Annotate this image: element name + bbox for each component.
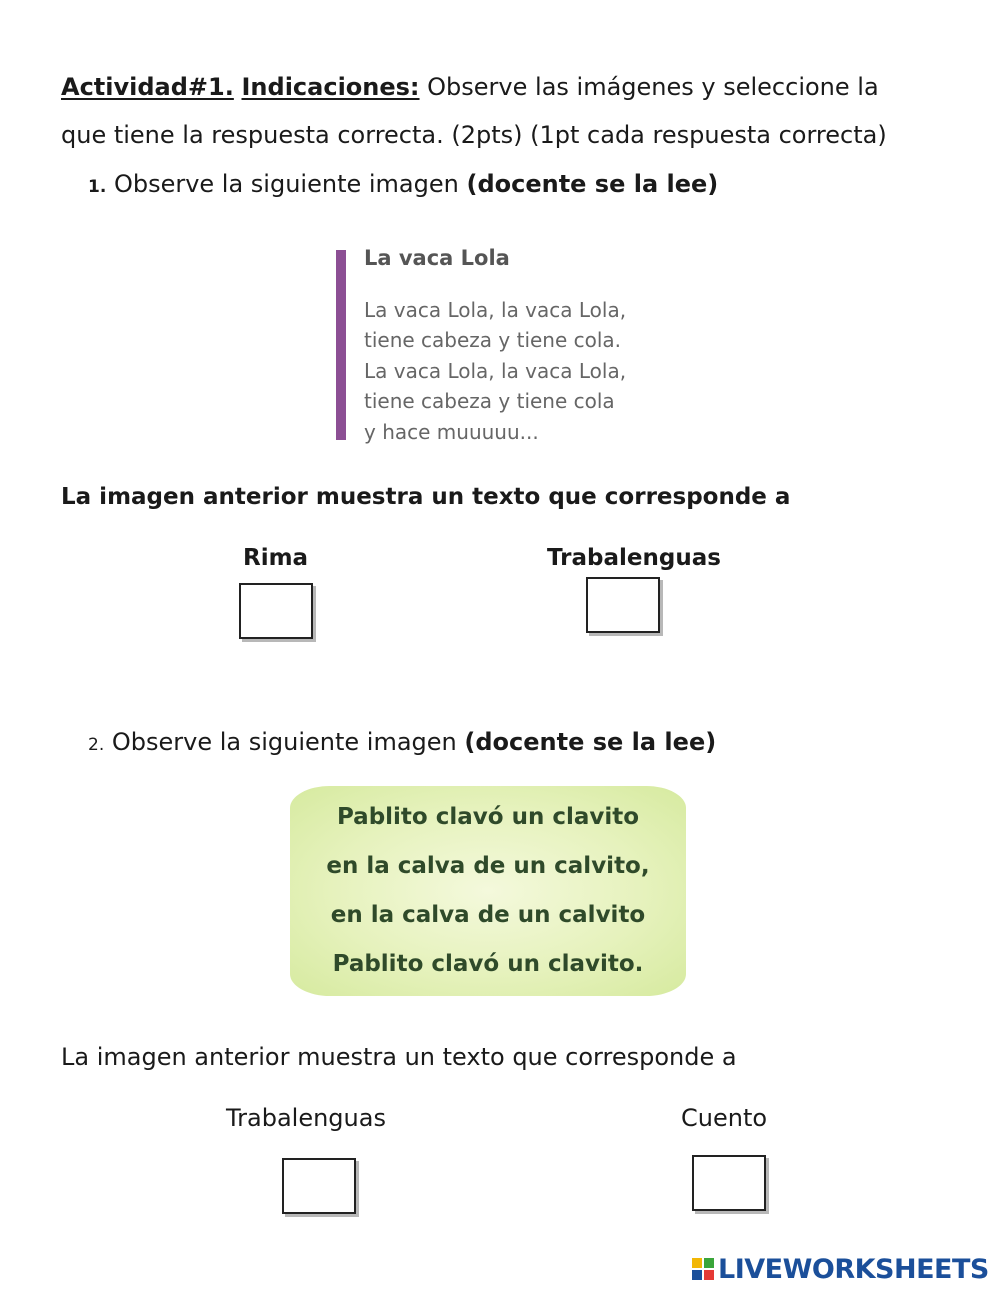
- poem-vaca-lola-image: [336, 246, 696, 446]
- poem-pablito-image: [290, 786, 686, 996]
- liveworksheets-logo-text: LIVEWORKSHEETS: [718, 1254, 989, 1285]
- option-trabalenguas-label: Trabalenguas: [547, 545, 721, 571]
- question-1-text: La imagen anterior muestra un texto que corresponde a: [61, 484, 791, 510]
- question-1-prompt-text: Observe la siguiente imagen: [113, 170, 467, 198]
- poem-line: Pablito clavó un clavito.: [332, 951, 644, 977]
- indications-label: Indicaciones:: [241, 73, 420, 101]
- poem-line: tiene cabeza y tiene cola.: [364, 328, 622, 352]
- activity-label: Actividad#1.: [61, 73, 234, 101]
- poem-line: La vaca Lola, la vaca Lola,: [364, 298, 627, 322]
- question-2-prompt-bold: (docente se la lee): [464, 728, 717, 756]
- poem-line: en la calva de un calvito,: [326, 853, 650, 879]
- question-2-prompt: [88, 727, 716, 760]
- option-cuento-label: Cuento: [681, 1104, 768, 1132]
- poem-line: tiene cabeza y tiene cola: [364, 389, 615, 413]
- instructions-text-1: Observe las imágenes y seleccione la: [419, 73, 879, 101]
- option-cuento-checkbox[interactable]: [692, 1155, 766, 1211]
- poem-line: La vaca Lola, la vaca Lola,: [364, 359, 627, 383]
- option-rima-label: Rima: [243, 545, 309, 571]
- question-1-number: 1.: [88, 177, 107, 197]
- poem-accent-bar: [336, 250, 346, 440]
- question-1-prompt: [88, 169, 718, 202]
- instructions-line-1: [61, 72, 879, 102]
- poem-line: en la calva de un calvito: [330, 902, 646, 928]
- option-trabalenguas-2-checkbox[interactable]: [282, 1158, 356, 1214]
- option-trabalenguas-checkbox[interactable]: [586, 577, 660, 633]
- option-trabalenguas-2-label: Trabalenguas: [226, 1104, 386, 1132]
- liveworksheets-logo-icon: [692, 1258, 714, 1280]
- option-rima-checkbox[interactable]: [239, 583, 313, 639]
- question-2-prompt-text: Observe la siguiente imagen: [111, 728, 465, 756]
- poem-title: La vaca Lola: [364, 246, 510, 270]
- poem-line: y hace muuuuu...: [364, 420, 539, 444]
- question-1-prompt-bold: (docente se la lee): [466, 170, 719, 198]
- question-2-text: La imagen anterior muestra un texto que corresponde a: [61, 1043, 737, 1071]
- question-2-number: 2.: [88, 735, 105, 755]
- poem-line: Pablito clavó un clavito: [336, 804, 640, 830]
- instructions-line-2: que tiene la respuesta correcta. (2pts) (1pt cada respuesta correcta): [61, 121, 887, 149]
